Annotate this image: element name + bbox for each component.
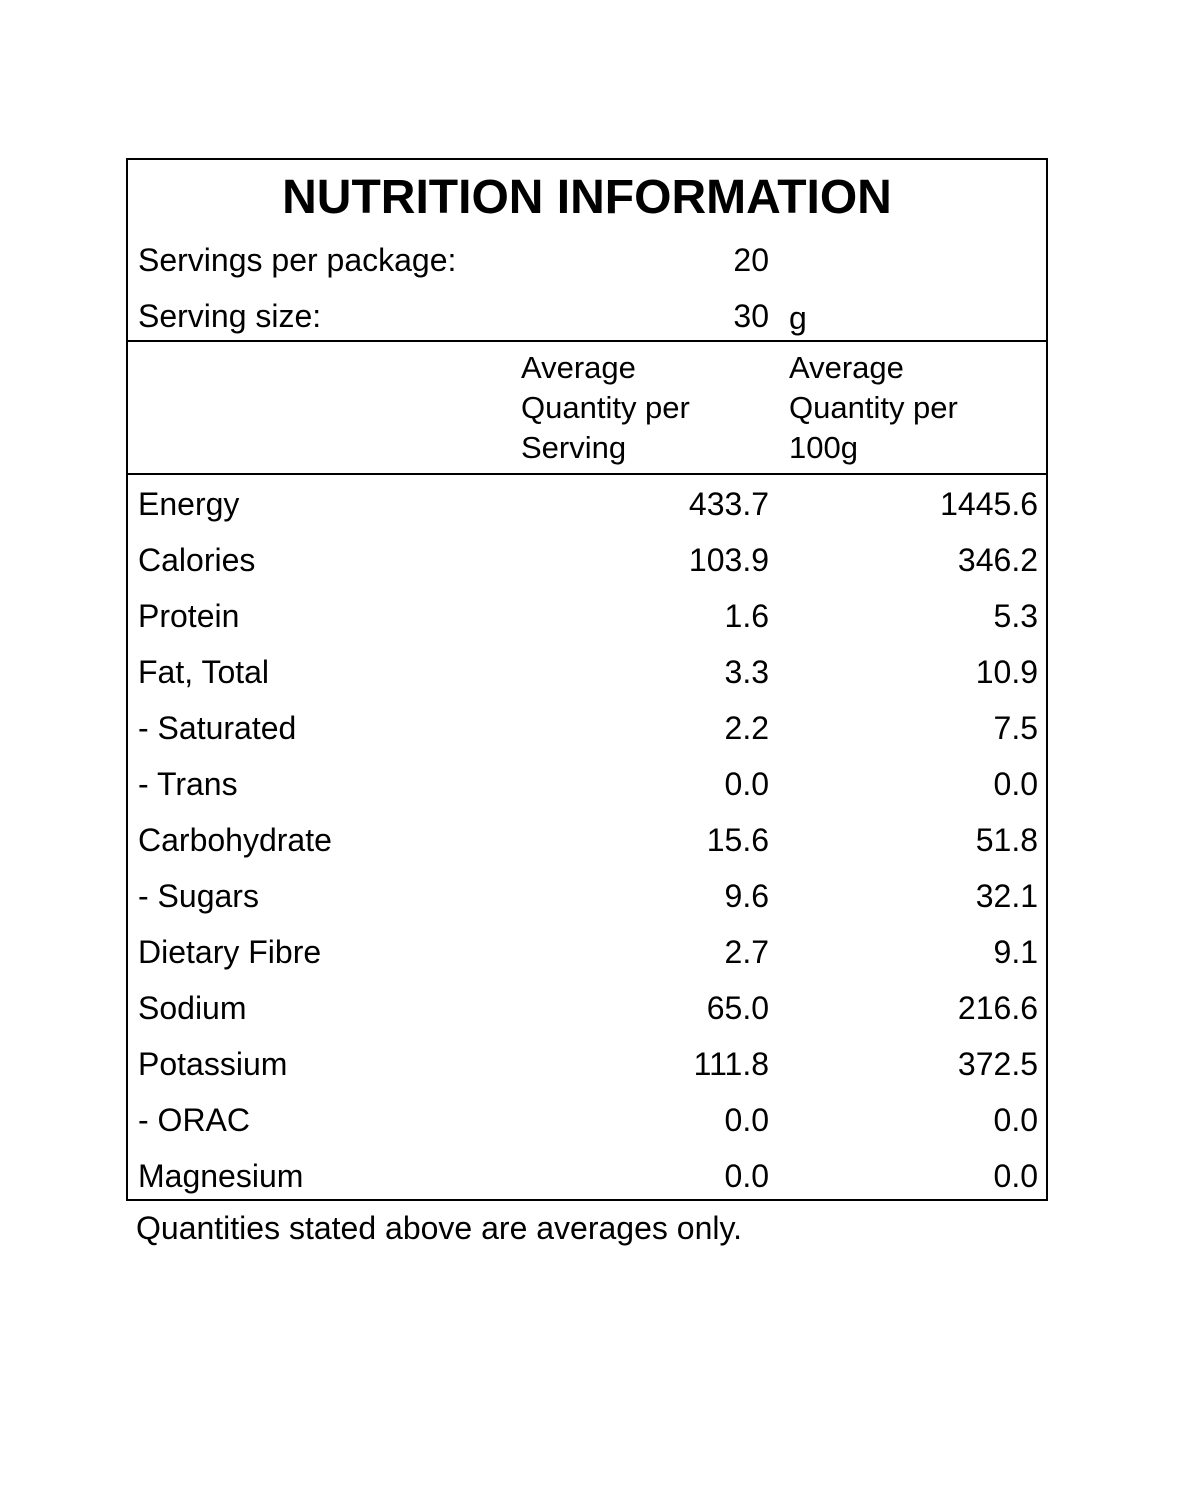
per-serving-value: 15.6 bbox=[706, 822, 769, 858]
nutrition-panel bbox=[126, 158, 1048, 1201]
table-row bbox=[128, 868, 1046, 924]
table-row bbox=[128, 980, 1046, 1036]
per-serving-value: 103.9 bbox=[688, 542, 769, 578]
nutrient-label: Carbohydrate bbox=[138, 822, 332, 858]
nutrient-label: - Sugars bbox=[138, 878, 259, 914]
table-row bbox=[128, 588, 1046, 644]
per-100g-value: 32.1 bbox=[975, 878, 1038, 914]
nutrient-label: - Trans bbox=[138, 766, 238, 802]
divider-header bbox=[128, 473, 1046, 475]
servings-per-package-value: 20 bbox=[733, 242, 769, 278]
table-row bbox=[128, 644, 1046, 700]
serving-size-unit: g bbox=[789, 300, 807, 336]
per-100g-value: 0.0 bbox=[993, 1158, 1038, 1194]
per-100g-value: 216.6 bbox=[957, 990, 1038, 1026]
table-row bbox=[128, 812, 1046, 868]
per-serving-value: 111.8 bbox=[693, 1046, 769, 1082]
column-header-per-100g-line: Average bbox=[789, 350, 904, 385]
column-header-per-100g-line: Quantity per bbox=[789, 390, 958, 425]
serving-size-row bbox=[128, 296, 1046, 336]
nutrient-label: Magnesium bbox=[138, 1158, 304, 1194]
per-100g-value: 346.2 bbox=[957, 542, 1038, 578]
divider-top bbox=[128, 340, 1046, 342]
nutrient-label: Calories bbox=[138, 542, 256, 578]
per-100g-value: 9.1 bbox=[993, 934, 1038, 970]
nutrient-label: Fat, Total bbox=[138, 654, 270, 690]
servings-per-package-row bbox=[128, 240, 1046, 280]
per-serving-value: 433.7 bbox=[688, 486, 769, 522]
nutrient-label: Dietary Fibre bbox=[138, 934, 322, 970]
per-100g-value: 7.5 bbox=[993, 710, 1038, 746]
per-serving-value: 2.7 bbox=[724, 934, 769, 970]
column-header-per-serving-line: Serving bbox=[521, 430, 627, 465]
nutrient-label: Sodium bbox=[138, 990, 247, 1026]
nutrient-label: Protein bbox=[138, 598, 240, 634]
table-row bbox=[128, 476, 1046, 532]
table-row bbox=[128, 1148, 1046, 1204]
table-row bbox=[128, 532, 1046, 588]
per-serving-value: 2.2 bbox=[724, 710, 769, 746]
column-header-per-100g bbox=[789, 348, 1029, 468]
per-serving-value: 0.0 bbox=[724, 1102, 769, 1138]
nutrient-label: - Saturated bbox=[138, 710, 297, 746]
column-header-per-serving-line: Average bbox=[521, 350, 636, 385]
column-header-per-100g-line: 100g bbox=[789, 430, 858, 465]
table-row bbox=[128, 700, 1046, 756]
per-100g-value: 10.9 bbox=[975, 654, 1038, 690]
nutrient-label: Energy bbox=[138, 486, 240, 522]
per-100g-value: 0.0 bbox=[993, 766, 1038, 802]
per-serving-value: 9.6 bbox=[724, 878, 769, 914]
serving-size-label: Serving size: bbox=[138, 298, 322, 334]
servings-per-package-label: Servings per package: bbox=[138, 242, 457, 278]
table-row bbox=[128, 924, 1046, 980]
per-100g-value: 5.3 bbox=[993, 598, 1038, 634]
table-row bbox=[128, 1092, 1046, 1148]
column-header-per-serving bbox=[521, 348, 761, 468]
per-serving-value: 65.0 bbox=[706, 990, 769, 1026]
panel-title: NUTRITION INFORMATION bbox=[282, 171, 892, 224]
per-100g-value: 51.8 bbox=[975, 822, 1038, 858]
per-serving-value: 3.3 bbox=[724, 654, 769, 690]
table-row bbox=[128, 756, 1046, 812]
per-100g-value: 1445.6 bbox=[940, 486, 1038, 522]
nutrient-label: Potassium bbox=[138, 1046, 288, 1082]
per-serving-value: 0.0 bbox=[724, 766, 769, 802]
per-serving-value: 0.0 bbox=[724, 1158, 769, 1194]
per-100g-value: 372.5 bbox=[957, 1046, 1038, 1082]
column-header-per-serving-line: Quantity per bbox=[521, 390, 690, 425]
footnote: Quantities stated above are averages only. bbox=[136, 1210, 742, 1246]
nutrient-label: - ORAC bbox=[138, 1102, 250, 1138]
per-100g-value: 0.0 bbox=[993, 1102, 1038, 1138]
serving-size-value: 30 bbox=[733, 298, 769, 334]
per-serving-value: 1.6 bbox=[724, 598, 769, 634]
table-row bbox=[128, 1036, 1046, 1092]
